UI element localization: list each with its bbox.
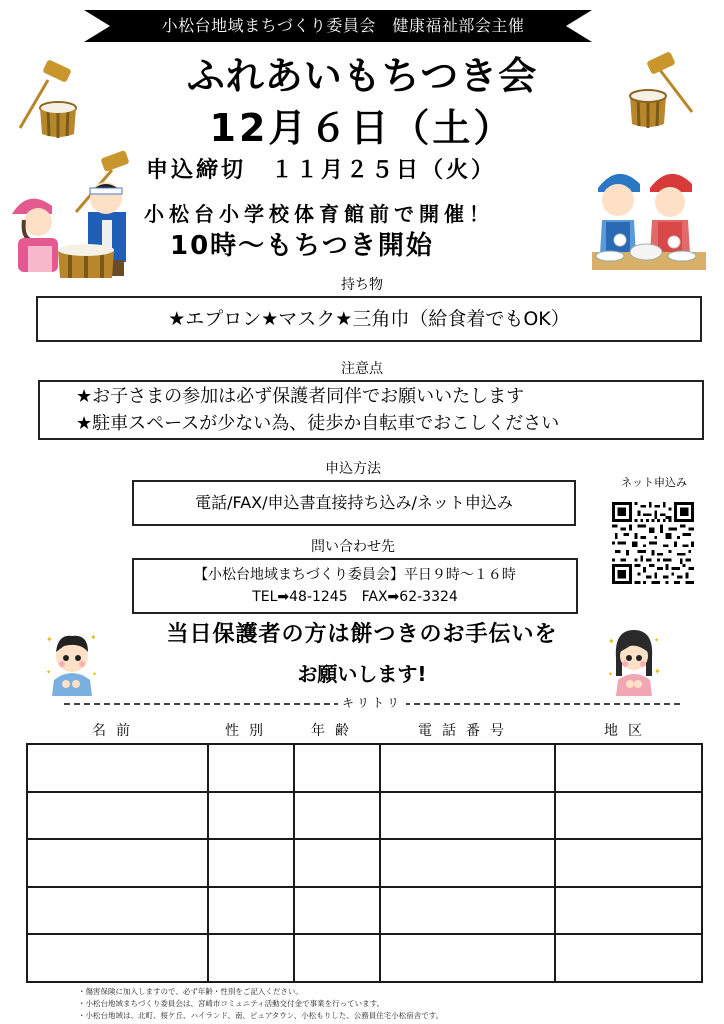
guardian-request-line1: 当日保護者の方は餅つきのお手伝いを <box>166 622 558 647</box>
column-phone: 電話番号 <box>418 723 514 739</box>
application-form-table <box>26 743 703 983</box>
guardian-request-line2: お願いします! <box>297 662 427 686</box>
items-box: ★エプロン★マスク★三角巾（給食着でもOK） <box>36 296 702 342</box>
contact-box <box>132 558 578 614</box>
age-cell[interactable] <box>294 887 380 935</box>
gender-cell[interactable] <box>208 934 294 982</box>
column-name: 名前 <box>92 723 140 739</box>
svg-text:✦: ✦ <box>608 637 615 646</box>
name-cell[interactable] <box>27 887 208 935</box>
footnote: ・小松台地域まちづくり委員会は、宮崎市コミュニティ活動交付金で事業を行っています。 <box>78 999 385 1008</box>
age-cell[interactable] <box>294 744 380 792</box>
gender-cell[interactable] <box>208 887 294 935</box>
age-cell[interactable] <box>294 934 380 982</box>
svg-text:✦: ✦ <box>654 667 661 676</box>
svg-text:✦: ✦ <box>608 671 614 678</box>
svg-text:✦: ✦ <box>46 635 53 644</box>
application-method-box: 電話/FAX/申込書直接持ち込み/ネット申込み <box>132 480 576 526</box>
name-cell[interactable] <box>27 792 208 840</box>
phone-cell[interactable] <box>380 887 555 935</box>
district-cell[interactable] <box>555 744 702 792</box>
gender-cell[interactable] <box>208 839 294 887</box>
column-age: 年齢 <box>311 723 359 739</box>
form-header <box>26 720 702 742</box>
footnote: ・傷害保険に加入しますので、必ず年齢・性別をご記入ください。 <box>78 987 303 996</box>
contact-phone-fax: TEL➡48-1245 FAX➡62-3324 <box>252 589 458 605</box>
application-method-label: 申込方法 <box>325 461 381 477</box>
notes-label: 注意点 <box>341 361 383 377</box>
contact-hours: 【小松台地域まちづくり委員会】平日９時～１６時 <box>194 567 516 583</box>
name-cell[interactable] <box>27 934 208 982</box>
svg-text:✦: ✦ <box>92 671 98 678</box>
column-district: 地区 <box>604 723 652 739</box>
items-label: 持ち物 <box>341 277 383 293</box>
phone-cell[interactable] <box>380 744 555 792</box>
cut-line <box>64 695 680 711</box>
svg-text:✦: ✦ <box>654 637 660 644</box>
table-row <box>27 792 702 840</box>
age-cell[interactable] <box>294 839 380 887</box>
gender-cell[interactable] <box>208 792 294 840</box>
district-cell[interactable] <box>555 792 702 840</box>
table-row <box>27 887 702 935</box>
cut-line-label: キリトリ <box>338 696 406 710</box>
footnotes <box>78 986 443 1022</box>
mochi-making-couple-illustration <box>588 162 706 274</box>
note-line: ★お子さまの参加は必ず保護者同伴でお願いいたします <box>76 386 525 407</box>
event-venue: 小松台小学校体育館前で開催！ <box>144 202 494 226</box>
gender-cell[interactable] <box>208 744 294 792</box>
event-start-time: 10時～もちつき開始 <box>170 231 434 261</box>
phone-cell[interactable] <box>380 792 555 840</box>
table-row <box>27 744 702 792</box>
district-cell[interactable] <box>555 839 702 887</box>
age-cell[interactable] <box>294 792 380 840</box>
column-gender: 性別 <box>225 723 273 739</box>
footnote: ・小松台地域は、北町、桜ケ丘、ハイランド、南、ピュアタウン、小松もりした、公務員住宅小松宿舎です。 <box>78 1011 444 1020</box>
event-date: 12月６日（土） <box>209 106 515 150</box>
phone-cell[interactable] <box>380 934 555 982</box>
qr-code-icon[interactable] <box>612 502 694 584</box>
table-row <box>27 839 702 887</box>
name-cell[interactable] <box>27 744 208 792</box>
name-cell[interactable] <box>27 839 208 887</box>
note-line: ★駐車スペースが少ない為、徒歩か自転車でおこしください <box>76 413 560 434</box>
organizer-banner <box>84 10 592 42</box>
district-cell[interactable] <box>555 887 702 935</box>
phone-cell[interactable] <box>380 839 555 887</box>
svg-text:✦: ✦ <box>46 669 52 676</box>
table-row <box>27 934 702 982</box>
online-application-label: ネット申込み <box>621 476 687 489</box>
event-title: ふれあいもちつき会 <box>186 54 538 98</box>
district-cell[interactable] <box>555 934 702 982</box>
notes-box <box>38 380 704 440</box>
svg-text:✦: ✦ <box>90 633 97 642</box>
organizer-text: 小松台地域まちづくり委員会 健康福祉部会主催 <box>161 16 525 35</box>
mochi-pounding-couple-illustration <box>8 150 136 278</box>
contact-label: 問い合わせ先 <box>311 539 395 555</box>
application-deadline: 申込締切 １１月２５日（火） <box>146 158 497 183</box>
